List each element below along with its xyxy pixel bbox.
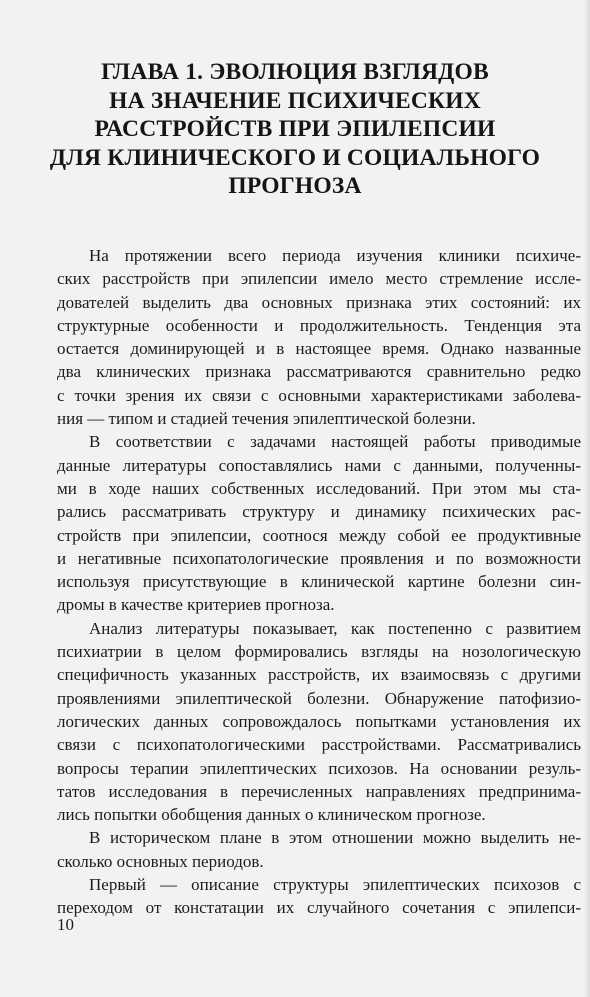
text-line: В соответствии с задачами настоящей работы приводимые — [89, 432, 581, 452]
text-line: остается доминирующей и в настоящее время. Однако названные — [57, 339, 581, 359]
text-line: дромы в качестве критериев прогноза. — [57, 595, 335, 615]
text-line: В историческом плане в этом отношении можно выделить не- — [89, 828, 581, 848]
chapter-title-line: РАССТРОЙСТВ ПРИ ЭПИЛЕПСИИ — [94, 116, 496, 142]
text-line: с точки зрения их связи с основными характеристиками заболева- — [57, 385, 581, 405]
text-line: психиатрии в целом формировались взгляды на нозологическую — [57, 642, 581, 662]
chapter-title-line: ПРОГНОЗА — [228, 173, 362, 199]
chapter-title — [40, 58, 550, 201]
text-line: вопросы терапии эпилептических психозов. На основании резуль- — [57, 758, 581, 778]
text-line: ми в ходе наших собственных исследований. При этом мы ста- — [57, 478, 581, 498]
text-line: логических данных сопровождалось попытками установления их — [57, 711, 581, 731]
chapter-title-line: ГЛАВА 1. ЭВОЛЮЦИЯ ВЗГЛЯДОВ — [101, 59, 489, 85]
text-line: дователей выделить два основных признака этих состояний: их — [57, 292, 581, 312]
body-text — [57, 244, 581, 920]
text-line: данные литературы сопоставлялись нами с данными, полученны- — [57, 455, 581, 475]
text-line: используя присутствующие в клинической картине болезни син- — [57, 572, 581, 592]
text-line: связи с психопатологическими расстройствами. Рассматривались — [57, 735, 581, 755]
text-line: структурные особенности и продолжительность. Тенденция эта — [57, 315, 581, 335]
text-line: На протяжении всего периода изучения клиники психиче- — [89, 246, 581, 265]
text-line: ния — типом и стадией течения эпилептической болезни. — [57, 409, 476, 429]
text-line: рались рассматривать структуру и динамику психических рас- — [57, 502, 581, 522]
text-line: проявлениями эпилептической болезни. Обнаружение патофизио- — [57, 688, 581, 708]
text-line: переходом от констатации их случайного сочетания с эпилепси- — [57, 898, 581, 918]
text-line: и негативные психопатологические проявления и по возможности — [57, 548, 581, 568]
text-line: лись попытки обобщения данных о клиническом прогнозе. — [57, 805, 486, 825]
text-line: стройств при эпилепсии, соотнося между собой ее продуктивные — [57, 525, 581, 545]
text-line: сколько основных периодов. — [57, 851, 264, 871]
page-number: 10 — [57, 915, 74, 934]
text-line: специфичность указанных расстройств, их взаимосвязь с другими — [57, 665, 581, 685]
text-line: два клинических признака рассматриваются сравнительно редко — [57, 362, 581, 382]
text-line: Первый — описание структуры эпилептических психозов с — [89, 875, 581, 895]
text-line: Анализ литературы показывает, как постепенно с развитием — [89, 618, 581, 638]
chapter-title-line: ДЛЯ КЛИНИЧЕСКОГО И СОЦИАЛЬНОГО — [49, 144, 541, 171]
text-line: ских расстройств при эпилепсии имело место стремление иссле- — [57, 269, 581, 289]
chapter-title-line: НА ЗНАЧЕНИЕ ПСИХИЧЕСКИХ — [109, 87, 481, 114]
text-line: татов исследования в перечисленных направлениях предпринима- — [57, 781, 581, 801]
